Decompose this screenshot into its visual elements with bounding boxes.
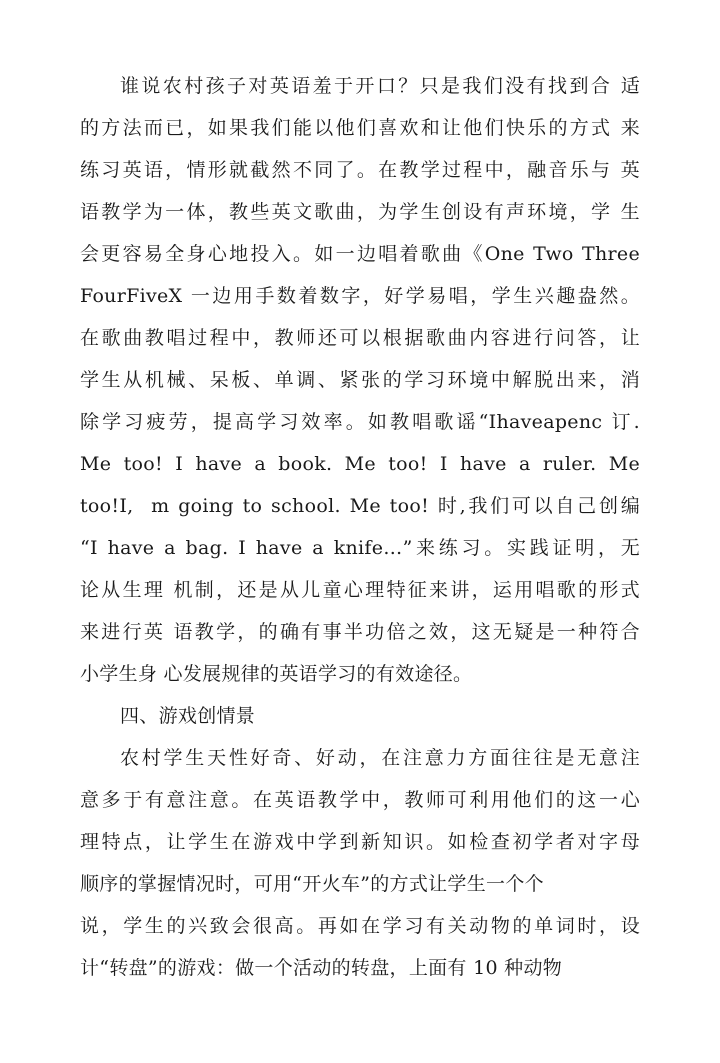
paragraph-line-7: 在歌曲教唱过程中，教师还可以根据歌曲内容进行问答，让	[80, 327, 640, 349]
paragraph-line-22: 计“转盘”的游戏：做一个活动的转盘，上面有 10 种动物	[80, 957, 563, 979]
paragraph-line-13: 论从生理 机制，还是从儿童心理特征来讲，运用唱歌的形式	[80, 579, 640, 601]
paragraph-line-21: 说，学生的兴致会很高。再如在学习有关动物的单词时，设	[80, 915, 640, 937]
section-heading: 四、游戏创情景	[120, 705, 256, 727]
paragraph-line-17: 农村学生天性好奇、好动，在注意力方面往往是无意注	[120, 747, 640, 769]
paragraph-line-3: 练习英语，情形就截然不同了。在教学过程中，融音乐与 英	[80, 159, 640, 181]
paragraph-line-9: 除学习疲劳，提高学习效率。如教唱歌谣“Ihaveapenc 订.	[80, 411, 640, 433]
paragraph-line-12: “I have a bag. I have a knife…”来练习。实践证明，无	[80, 537, 640, 559]
paragraph-line-10: Me too! I have a book. Me too! I have a ruler. Me	[80, 453, 640, 475]
paragraph-line-6: FourFiveX 一边用手数着数字，好学易唱，学生兴趣盎然。	[80, 285, 640, 307]
paragraph-line-20: 顺序的掌握情况时，可用“开火车”的方式让学生一个个	[80, 873, 544, 895]
paragraph-line-4: 语教学为一体，教些英文歌曲，为学生创设有声环境，学 生	[80, 201, 640, 223]
paragraph-line-15: 小学生身 心发展规律的英语学习的有效途径。	[80, 663, 473, 685]
paragraph-line-2: 的方法而已，如果我们能以他们喜欢和让他们快乐的方式 来	[80, 117, 640, 139]
paragraph-line-8: 学生从机械、呆板、单调、紧张的学习环境中解脱出来，消	[80, 369, 640, 391]
paragraph-line-5: 会更容易全身心地投入。如一边唱着歌曲《One Two Three	[80, 243, 640, 265]
paragraph-line-11: too!I, m going to school. Me too! 时,我们可以自己创编	[80, 495, 640, 517]
paragraph-line-1: 谁说农村孩子对英语羞于开口？只是我们没有找到合 适	[120, 75, 640, 97]
paragraph-line-14: 来进行英 语教学，的确有事半功倍之效，这无疑是一种符合	[80, 621, 640, 643]
paragraph-line-18: 意多于有意注意。在英语教学中，教师可利用他们的这一心	[80, 789, 640, 811]
paragraph-line-19: 理特点，让学生在游戏中学到新知识。如检查初学者对字母	[80, 831, 640, 853]
